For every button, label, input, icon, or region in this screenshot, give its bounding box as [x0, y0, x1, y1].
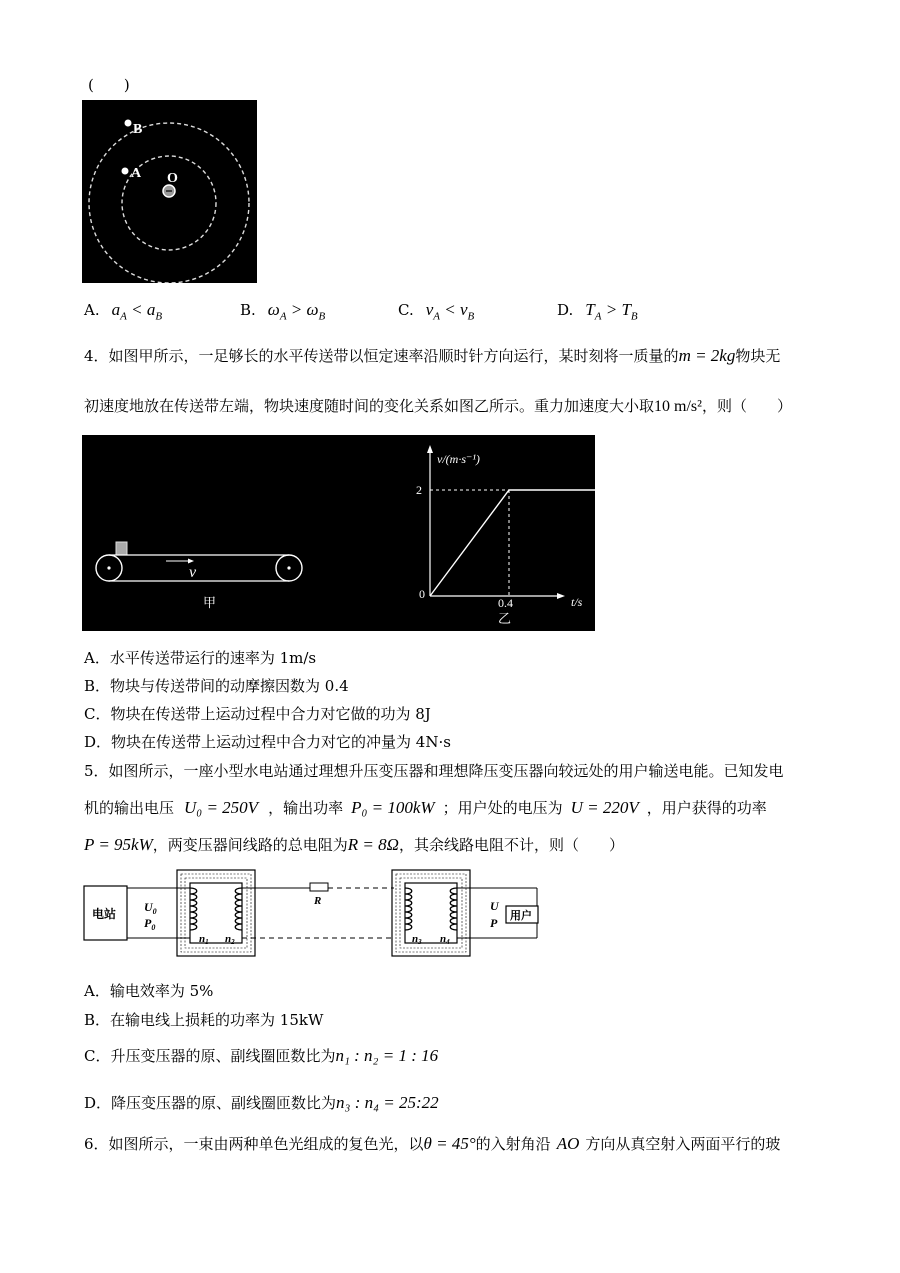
- q3-option-a: A. $a_A < a_B$: [84, 300, 163, 323]
- satellite-a: [122, 168, 129, 175]
- label-o: O: [167, 171, 178, 186]
- q5-option-b: B．在输电线上损耗的功率为 15kW: [84, 1011, 324, 1029]
- n3-label: n3: [412, 933, 422, 946]
- n4-label: n4: [440, 933, 450, 946]
- q3-option-c: C. $v_A < v_B$: [398, 300, 475, 323]
- label-a: A: [131, 166, 142, 181]
- y-tick-2: 2: [416, 483, 422, 497]
- caption-yi: 乙: [498, 611, 512, 626]
- q5-stem-line1: 5．如图所示，一座小型水电站通过理想升压变压器和理想降压变压器向较远处的用户输送电能。已知发电: [84, 762, 784, 780]
- velocity-label: v: [189, 564, 197, 581]
- x-axis-label: t/s: [571, 595, 583, 609]
- vt-series-line: [430, 490, 595, 596]
- q3-answer-paren: ( ): [88, 76, 130, 94]
- origin-label: 0: [419, 587, 425, 601]
- power-station-label: 电站: [92, 907, 117, 921]
- x-tick-0-4: 0.4: [498, 596, 513, 610]
- q4-figure: [82, 435, 595, 631]
- q4-option-c: C．物块在传送带上运动过程中合力对它做的功为 8J: [84, 705, 431, 723]
- q4-stem-line1: 4．如图甲所示，一足够长的水平传送带以恒定速率沿顺时针方向运行，某时刻将一质量的m = 2kg物块无: [84, 346, 781, 365]
- n1-label: n1: [199, 933, 209, 946]
- y-axis-label: v/(m·s⁻¹): [437, 452, 480, 466]
- u0-label: $U_0$: [144, 900, 157, 916]
- q4-option-a: A．水平传送带运行的速率为 1m/s: [84, 649, 317, 667]
- q6-stem-line1: 6．如图所示，一束由两种单色光组成的复色光，以θ = 45°的入射角沿 AO 方向从真空射入两面平行的玻: [84, 1134, 781, 1153]
- q5-option-c: C．升压变压器的原、副线圈匝数比为n₁ : n₂ = 1 : 16: [84, 1046, 439, 1065]
- q5-stem-line3: P = 95kW，两变压器间线路的总电阻为R = 8Ω，其余线路电阻不计，则（ ）: [84, 835, 624, 854]
- satellite-b: [125, 120, 132, 127]
- p0-label: $P_0$: [144, 916, 156, 932]
- resistor-label: R: [314, 895, 322, 907]
- u-label: U: [490, 899, 499, 913]
- block: [116, 542, 127, 555]
- q5-option-a: A．输电效率为 5%: [84, 982, 214, 1000]
- n2-label: n2: [225, 933, 235, 946]
- q4-option-b: B．物块与传送带间的动摩擦因数为 0.4: [84, 677, 349, 695]
- caption-jia: 甲: [203, 595, 217, 610]
- q4-stem-line2: 初速度地放在传送带左端，物块速度随时间的变化关系如图乙所示。重力加速度大小取10 m/s²，则（ ）: [84, 397, 792, 415]
- p-label: P: [490, 916, 498, 930]
- q5-circuit-figure: [82, 866, 542, 962]
- q3-orbit-figure: [82, 100, 257, 283]
- line-resistor: [310, 883, 328, 891]
- outer-orbit: [89, 123, 249, 283]
- q3-option-b: B. $\omega_A > \omega_B$: [240, 300, 326, 323]
- q5-stem-line2: 机的输出电压 U₀ = 250V ，输出功率 P₀ = 100kW ；用户处的电压为 U = 220V ，用户获得的功率: [84, 798, 767, 817]
- q4-option-d: D．物块在传送带上运动过程中合力对它的冲量为 4N·s: [84, 733, 451, 751]
- q3-option-d: D. $T_A > T_B$: [557, 300, 638, 323]
- vt-graph: [416, 445, 595, 626]
- user-label: 用户: [510, 910, 532, 922]
- q5-option-d: D．降压变压器的原、副线圈匝数比为n₃ : n₄ = 25:22: [84, 1093, 439, 1112]
- label-b: B: [133, 122, 143, 137]
